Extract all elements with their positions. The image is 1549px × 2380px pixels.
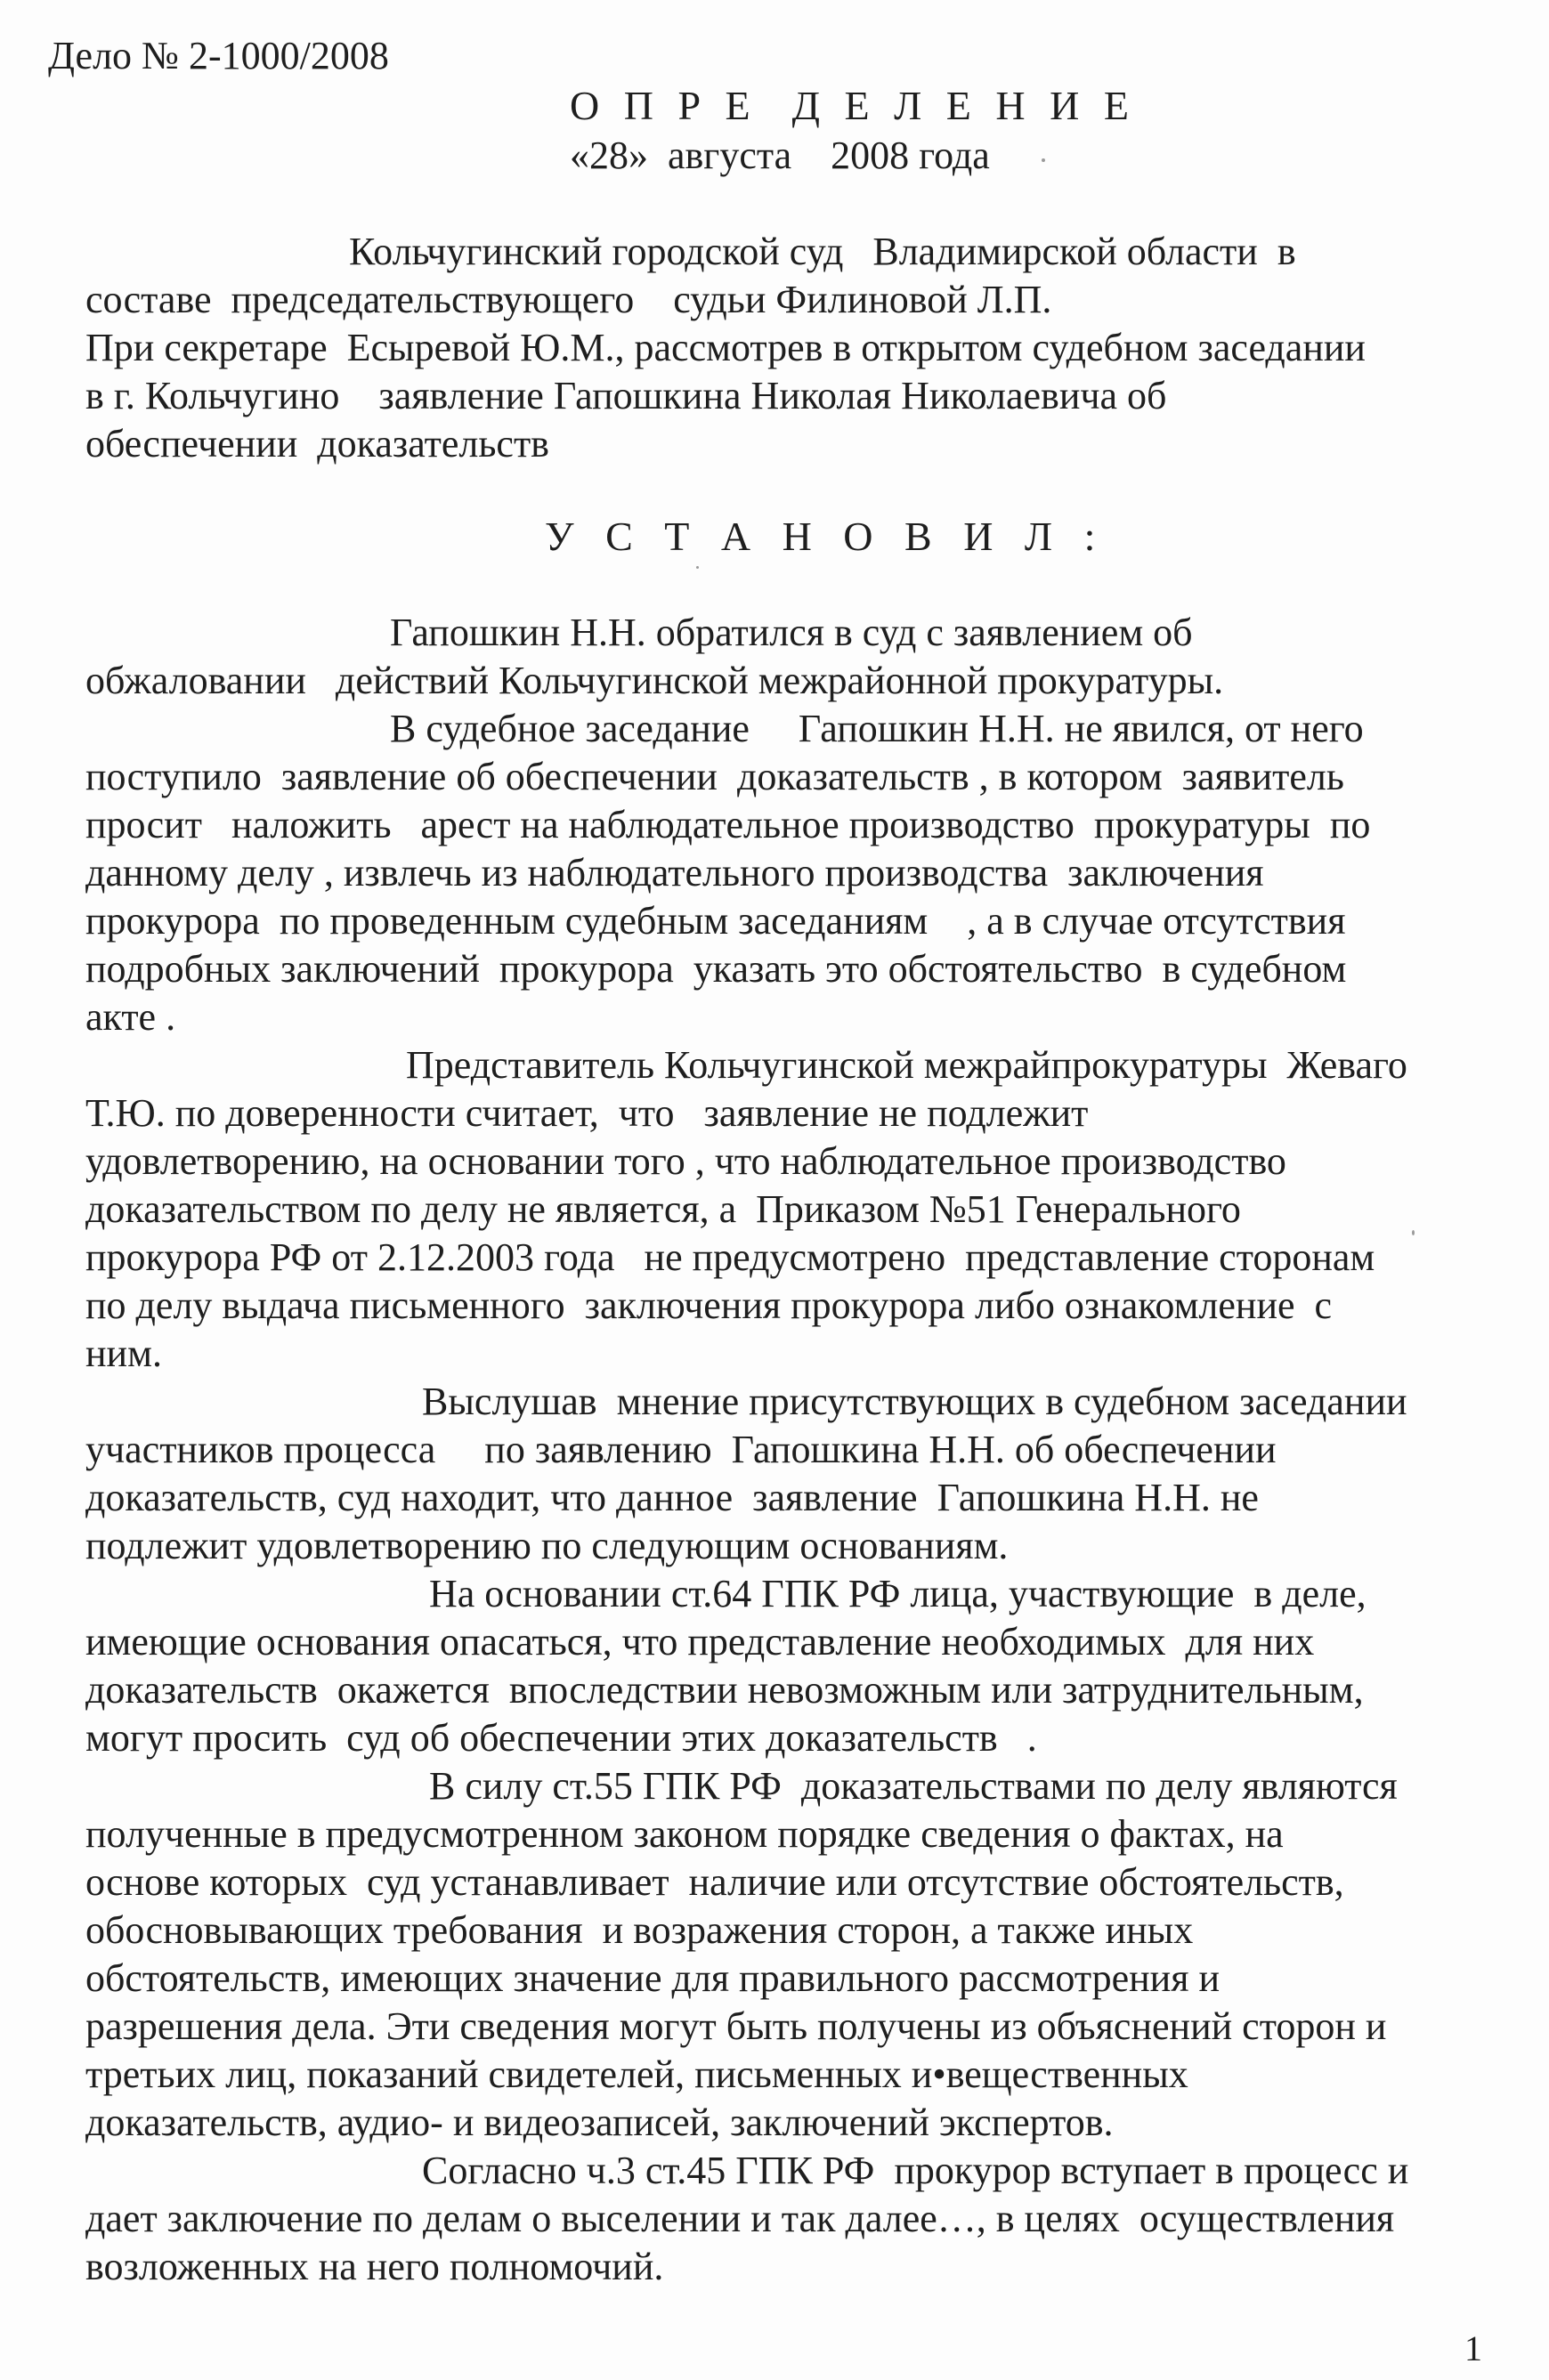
- body-line: доказательств, суд находит, что данное заявление Гапошкина Н.Н. не: [85, 1476, 1259, 1519]
- intro-line: обеспечении доказательств: [85, 422, 549, 465]
- body-line: В судебное заседание Гапошкин Н.Н. не явился, от него: [390, 707, 1364, 750]
- case-number: Дело № 2-1000/2008: [48, 34, 389, 77]
- intro-line: При секретаре Есыревой Ю.М., рассмотрев в открытом судебном заседании: [85, 326, 1366, 369]
- intro-line: Кольчугинский городской суд Владимирской области в: [349, 230, 1296, 273]
- scan-speck: [696, 566, 699, 569]
- body-line: удовлетворению, на основании того , что наблюдательное производство: [85, 1139, 1286, 1183]
- body-line: Выслушав мнение присутствующих в судебном заседании: [422, 1380, 1407, 1423]
- section-heading: У С Т А Н О В И Л :: [545, 514, 1107, 559]
- scan-speck: [1412, 1230, 1415, 1235]
- body-line: обосновывающих требования и возражения сторон, а также иных: [85, 1908, 1194, 1952]
- body-line: подлежит удовлетворению по следующим основаниям.: [85, 1524, 1009, 1567]
- body-line: Представитель Кольчугинской межрайпрокуратуры Жеваго: [406, 1043, 1407, 1087]
- body-line: прокурора по проведенным судебным заседаниям , а в случае отсутствия: [85, 899, 1346, 943]
- body-line: имеющие основания опасаться, что представление необходимых для них: [85, 1620, 1315, 1664]
- body-line: возложенных на него полномочий.: [85, 2245, 664, 2288]
- scan-speck: [1042, 158, 1045, 162]
- body-line: доказательств окажется впоследствии невозможным или затруднительным,: [85, 1668, 1364, 1712]
- body-line: Т.Ю. по доверенности считает, что заявление не подлежит: [85, 1091, 1089, 1135]
- body-line: В силу ст.55 ГПК РФ доказательствами по делу являются: [429, 1764, 1398, 1808]
- body-line: обстоятельств, имеющих значение для правильного рассмотрения и: [85, 1956, 1221, 2000]
- body-line: могут просить суд об обеспечении этих доказательств .: [85, 1716, 1037, 1760]
- body-line: доказательств, аудио- и видеозаписей, заключений экспертов.: [85, 2101, 1114, 2144]
- body-line: подробных заключений прокурора указать это обстоятельство в судебном: [85, 947, 1347, 991]
- body-line: просит наложить арест на наблюдательное производство прокуратуры по: [85, 803, 1371, 846]
- body-line: Гапошкин Н.Н. обратился в суд с заявлением об: [390, 611, 1193, 654]
- document-title: О П Р Е Д Е Л Е Н И Е: [570, 83, 1136, 128]
- body-line: обжаловании действий Кольчугинской межрайонной прокуратуры.: [85, 659, 1224, 702]
- body-line: разрешения дела. Эти сведения могут быть получены из объяснений сторон и: [85, 2004, 1387, 2048]
- body-line: ним.: [85, 1332, 162, 1375]
- body-line: дает заключение по делам о выселении и так далее…, в целях осуществления: [85, 2197, 1395, 2240]
- intro-line: в г. Кольчугино заявление Гапошкина Николая Николаевича об: [85, 374, 1167, 417]
- body-line: по делу выдача письменного заключения прокурора либо ознакомление с: [85, 1283, 1333, 1327]
- intro-line: составе председательствующего судьи Филиновой Л.П.: [85, 278, 1052, 321]
- body-line: полученные в предусмотренном законом порядке сведения о фактах, на: [85, 1812, 1284, 1856]
- body-line: поступило заявление об обеспечении доказательств , в котором заявитель: [85, 755, 1344, 798]
- body-line: основе которых суд устанавливает наличие или отсутствие обстоятельств,: [85, 1860, 1344, 1904]
- body-line: доказательством по делу не является, а Приказом №51 Генерального: [85, 1187, 1241, 1231]
- document-date: «28» августа 2008 года: [570, 134, 990, 177]
- body-line: данному делу , извлечь из наблюдательного производства заключения: [85, 851, 1264, 895]
- body-line: участников процесса по заявлению Гапошкина Н.Н. об обеспечении: [85, 1428, 1277, 1471]
- body-line: акте .: [85, 995, 176, 1039]
- page-number: 1: [1464, 2328, 1482, 2368]
- body-line: На основании ст.64 ГПК РФ лица, участвующие в деле,: [429, 1572, 1367, 1615]
- body-line: Согласно ч.3 ст.45 ГПК РФ прокурор вступает в процесс и: [422, 2149, 1409, 2192]
- body-line: третьих лиц, показаний свидетелей, письменных и•вещественных: [85, 2052, 1188, 2096]
- body-line: прокурора РФ от 2.12.2003 года не предусмотрено представление сторонам: [85, 1235, 1375, 1279]
